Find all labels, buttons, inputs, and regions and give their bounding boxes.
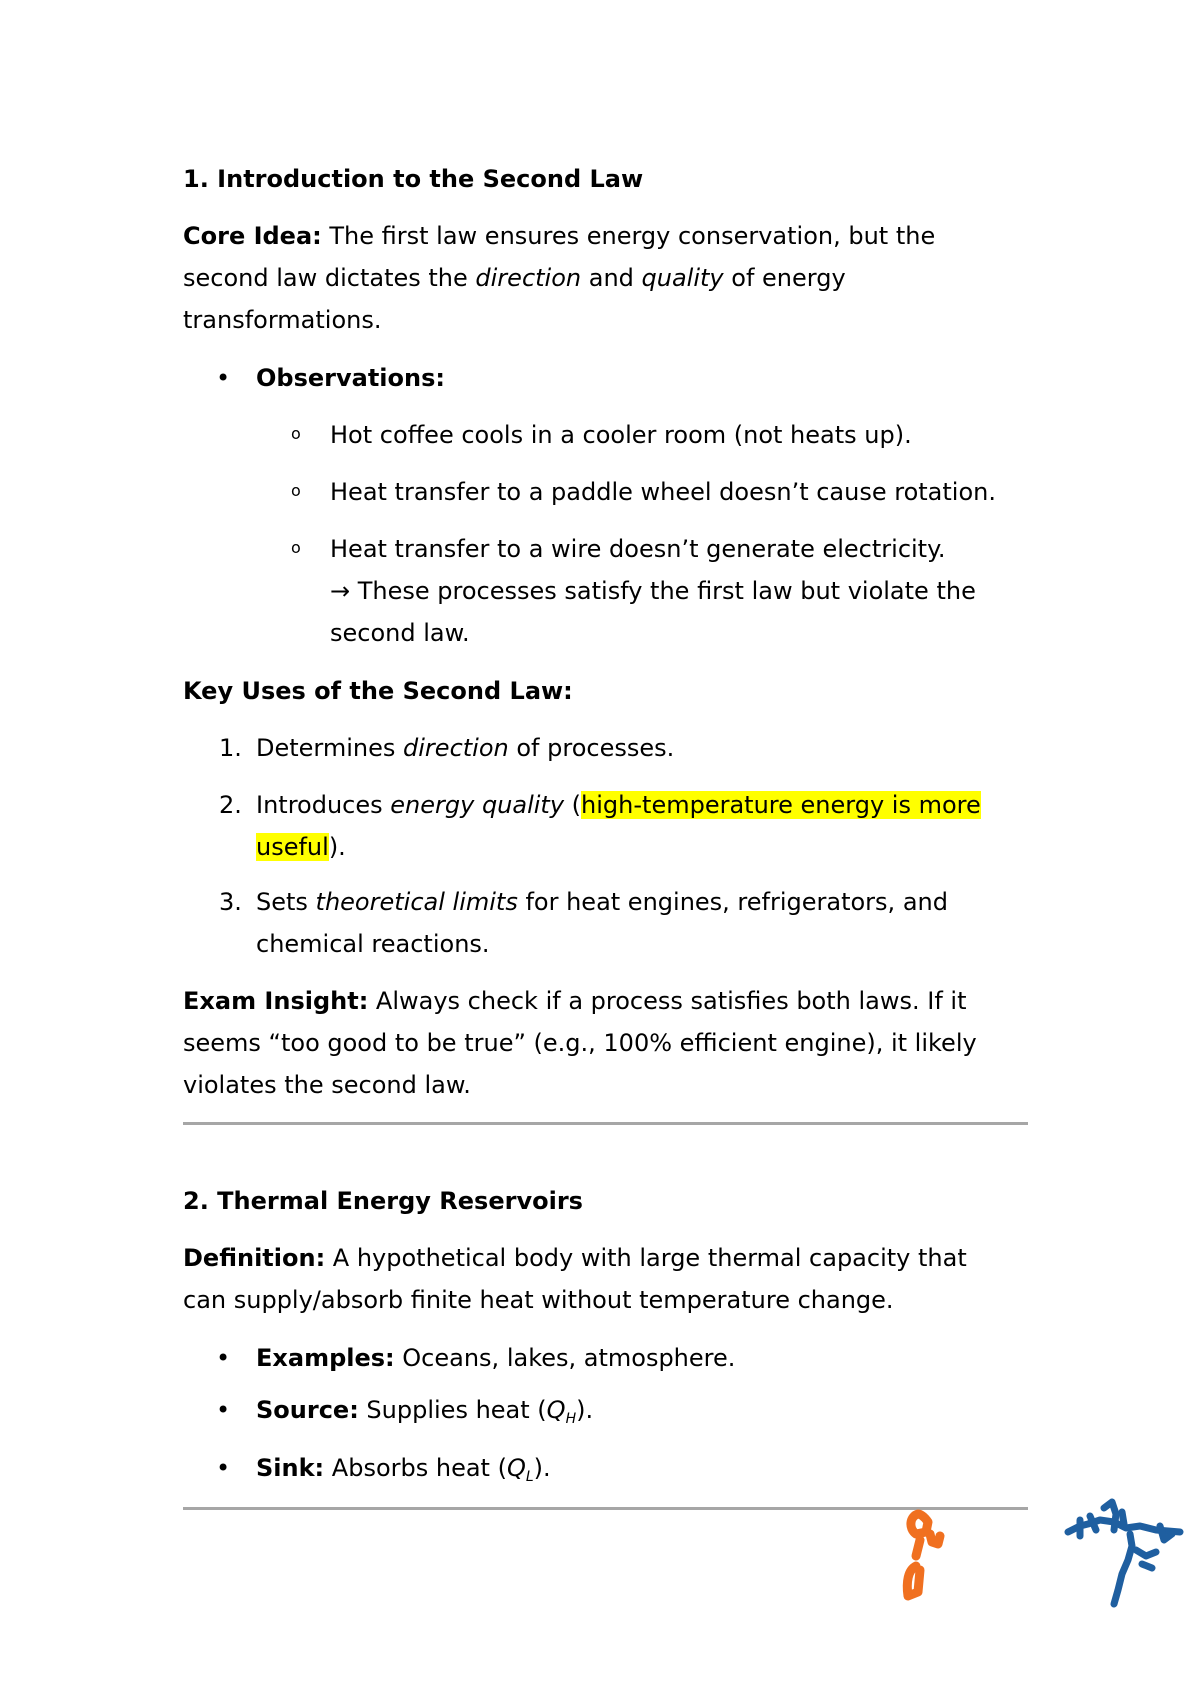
key-use-2-text-f: ). (328, 833, 346, 861)
examples-text: Oceans, lakes, atmosphere. (394, 1344, 736, 1372)
source-label: Source: (256, 1396, 359, 1424)
blue-logo-mark (1060, 1490, 1190, 1620)
observation-item: Heat transfer to a paddle wheel doesn’t cause rotation. (330, 478, 996, 506)
core-idea-line-3: transformations. (183, 306, 382, 334)
orange-logo-mark (880, 1500, 990, 1610)
definition-text-1: A hypothetical body with large thermal capacity that (325, 1244, 967, 1272)
definition-label: Definition: (183, 1244, 326, 1272)
definition-line-2: can supply/absorb finite heat without temperature change. (183, 1286, 894, 1314)
sink-text: Absorbs heat ( (324, 1454, 507, 1482)
sink-text-end: ). (533, 1454, 551, 1482)
core-idea-line-2 (183, 266, 846, 290)
key-use-3-text-c: for heat engines, refrigerators, and (517, 888, 948, 916)
list-number: 3. (219, 888, 242, 916)
examples-item (256, 1346, 735, 1370)
key-use-item-1 (256, 736, 674, 760)
observation-note-line-1: → These processes satisfy the first law but violate the (330, 577, 976, 605)
exam-insight-line-3: violates the second law. (183, 1071, 471, 1099)
observation-item: Heat transfer to a wire doesn’t generate electricity. (330, 535, 946, 563)
observation-item: Hot coffee cools in a cooler room (not heats up). (330, 421, 912, 449)
sink-subscript: L (525, 1469, 534, 1485)
core-idea-quality: quality (641, 264, 724, 292)
key-use-1-text-a: Determines (256, 734, 404, 762)
key-use-item-2-line-2 (256, 835, 346, 859)
key-use-2-highlight-2: useful (256, 833, 329, 861)
core-idea-text-1: The first law ensures energy conservation, but the (321, 222, 936, 250)
core-idea-direction: direction (475, 264, 582, 292)
key-use-2-text-c: ( (564, 791, 582, 819)
source-text-end: ). (576, 1396, 594, 1424)
source-subscript: H (565, 1411, 577, 1427)
key-use-item-3-line-1 (256, 890, 948, 914)
sink-label: Sink: (256, 1454, 325, 1482)
key-use-3-text-a: Sets (256, 888, 316, 916)
key-use-2-text-a: Introduces (256, 791, 391, 819)
key-use-item-3-line-2: chemical reactions. (256, 930, 490, 958)
source-item (256, 1398, 593, 1426)
core-idea-text-2e: of energy (723, 264, 846, 292)
section-1-heading: 1. Introduction to the Second Law (183, 165, 644, 193)
bullet-icon: • (216, 364, 231, 392)
sub-bullet-icon: o (291, 424, 301, 443)
sub-bullet-icon: o (291, 538, 301, 557)
key-use-1-text-c: of processes. (508, 734, 675, 762)
key-use-2-highlight-1: high-temperature energy is more (581, 791, 981, 819)
observations-label: Observations: (256, 364, 445, 392)
section-2-heading: 2. Thermal Energy Reservoirs (183, 1187, 583, 1215)
bullet-icon: • (216, 1344, 231, 1372)
core-idea-text-2c: and (581, 264, 642, 292)
sink-item (256, 1456, 551, 1484)
horizontal-rule (183, 1122, 1028, 1125)
source-text: Supplies heat ( (358, 1396, 547, 1424)
core-idea-text-2a: second law dictates the (183, 264, 476, 292)
examples-label: Examples: (256, 1344, 395, 1372)
exam-insight-line-1 (183, 989, 967, 1013)
exam-insight-line-2: seems “too good to be true” (e.g., 100% efficient engine), it likely (183, 1029, 977, 1057)
observation-note-line-2: second law. (330, 619, 470, 647)
key-use-2-energy-quality: energy quality (390, 791, 565, 819)
sub-bullet-icon: o (291, 481, 301, 500)
bullet-icon: • (216, 1396, 231, 1424)
core-idea-label: Core Idea: (183, 222, 322, 250)
key-use-3-theoretical-limits: theoretical limits (315, 888, 518, 916)
list-number: 2. (219, 791, 242, 819)
bullet-icon: • (216, 1454, 231, 1482)
list-number: 1. (219, 734, 242, 762)
key-use-item-2-line-1 (256, 793, 981, 817)
core-idea-line-1 (183, 224, 935, 248)
exam-insight-text-1: Always check if a process satisfies both laws. If it (368, 987, 967, 1015)
definition-line-1 (183, 1246, 967, 1270)
exam-insight-label: Exam Insight: (183, 987, 369, 1015)
source-q-symbol: Q (546, 1396, 566, 1424)
key-use-1-direction: direction (403, 734, 509, 762)
sink-q-symbol: Q (506, 1454, 526, 1482)
key-uses-heading: Key Uses of the Second Law: (183, 677, 573, 705)
